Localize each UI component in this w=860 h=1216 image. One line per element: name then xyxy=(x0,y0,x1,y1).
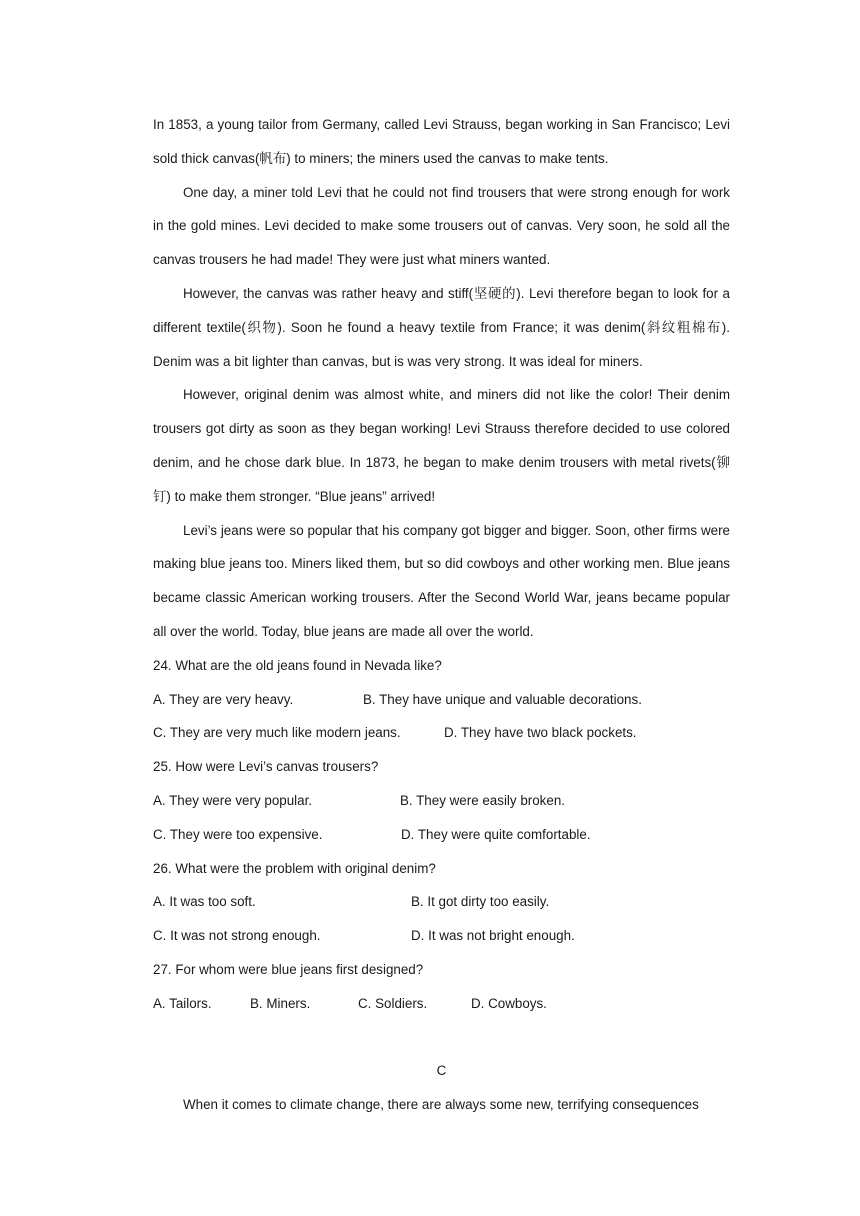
question-stem: 25. How were Levi’s canvas trousers? xyxy=(153,759,379,775)
passage-paragraph-4: However, original denim was almost white, and miners did not like the color! Their denim trousers got dirty as soon as they began working! Levi Strauss therefore decided to use colored denim, and he chose dark blue. In 1873, he began to make denim trousers with metal rivets(铆钉) to make them stronger. “Blue jeans” arrived! xyxy=(153,387,730,504)
option-c: C. It was not strong enough. xyxy=(153,928,321,944)
options-row xyxy=(153,683,730,717)
passage-paragraph-1: In 1853, a young tailor from Germany, called Levi Strauss, began working in San Francisco; Levi sold thick canvas(帆布) to miners; the miners used the canvas to make tents. xyxy=(153,117,730,166)
option-b: B. They have unique and valuable decorations. xyxy=(363,691,642,707)
option-b: B. Miners. xyxy=(250,995,311,1011)
document-page xyxy=(153,108,730,1122)
option-b: B. It got dirty too easily. xyxy=(411,894,550,910)
option-a: A. They were very popular. xyxy=(153,792,313,808)
option-d: D. It was not bright enough. xyxy=(411,928,575,944)
options-row xyxy=(153,885,730,919)
options-row xyxy=(153,716,730,750)
question-stem: 24. What are the old jeans found in Nevada like? xyxy=(153,657,442,673)
section-heading: C xyxy=(436,1063,447,1079)
option-d: D. They have two black pockets. xyxy=(444,725,637,741)
option-d: D. They were quite comfortable. xyxy=(401,826,591,842)
options-row xyxy=(153,919,730,953)
option-a: A. They are very heavy. xyxy=(153,691,294,707)
option-a: A. It was too soft. xyxy=(153,894,256,910)
option-c: C. They are very much like modern jeans. xyxy=(153,725,401,741)
question-stem: 27. For whom were blue jeans first designed? xyxy=(153,961,424,977)
question-25 xyxy=(153,750,730,851)
options-row xyxy=(153,784,730,818)
passage-paragraph-2: One day, a miner told Levi that he could not find trousers that were strong enough for work in the gold mines. Levi decided to make some trousers out of canvas. Very soon, he sold all the canvas trousers he had made! They were just what miners wanted. xyxy=(153,184,730,268)
question-26 xyxy=(153,852,730,953)
blank-line xyxy=(153,1021,730,1055)
options-row xyxy=(153,987,730,1021)
question-stem: 26. What were the problem with original denim? xyxy=(153,860,436,876)
option-b: B. They were easily broken. xyxy=(400,792,565,808)
passage-paragraph-5: Levi’s jeans were so popular that his company got bigger and bigger. Soon, other firms were making blue jeans too. Miners liked them, but so did cowboys and other working men. Blue jeans became classic American working trousers. After the Second World War, jeans became popular all over the world. Today, blue jeans are made all over the world. xyxy=(153,522,730,639)
section-c-paragraph: When it comes to climate change, there are always some new, terrifying consequences xyxy=(183,1097,699,1113)
question-27 xyxy=(153,953,730,1021)
options-row xyxy=(153,818,730,852)
passage-paragraph-3: However, the canvas was rather heavy and stiff(坚硬的). Levi therefore began to look for a different textile(织物). Soon he found a heavy textile from France; it was denim(斜纹粗棉布). Denim was a bit lighter than canvas, but is was very strong. It was ideal for miners. xyxy=(153,285,730,369)
option-c: C. Soldiers. xyxy=(358,995,428,1011)
option-d: D. Cowboys. xyxy=(471,995,547,1011)
option-c: C. They were too expensive. xyxy=(153,826,323,842)
question-24 xyxy=(153,649,730,750)
option-a: A. Tailors. xyxy=(153,995,212,1011)
